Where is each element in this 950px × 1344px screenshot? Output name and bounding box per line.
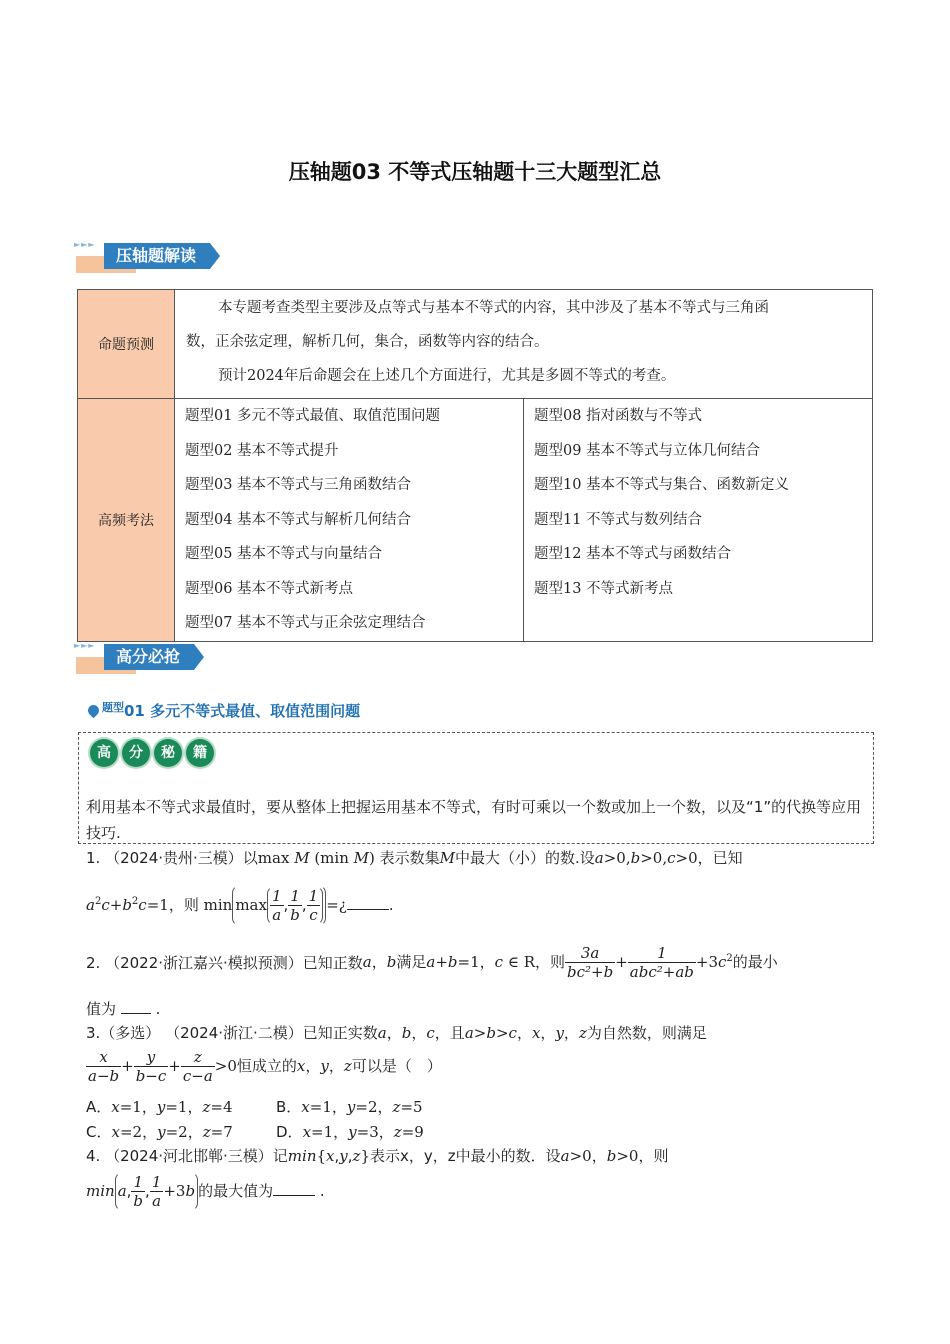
tip-badge: 分 bbox=[122, 739, 150, 767]
section-tag: 题型 bbox=[102, 701, 124, 714]
info-table bbox=[77, 289, 873, 642]
types-right bbox=[524, 399, 873, 642]
question-4-line-2: min a, $\frac{1}{b}$ , $\frac{1}{a}$ +3b 的最大值为 . bbox=[86, 1173, 325, 1210]
type-item: 题型13 不等式新考点 bbox=[534, 580, 674, 597]
type-item: 题型12 基本不等式与函数结合 bbox=[534, 546, 732, 562]
type-item: 题型10 基本不等式与集合、函数新定义 bbox=[534, 477, 790, 493]
row-head-frequent: 高频考法 bbox=[78, 399, 175, 642]
option-B[interactable]: B．x=1，y=2，z=5 bbox=[276, 1098, 423, 1116]
option-A[interactable]: A．x=1，y=1，z=4 bbox=[86, 1098, 233, 1116]
section-title: 01 多元不等式最值、取值范围问题 bbox=[124, 702, 361, 720]
type-item: 题型07 基本不等式与正余弦定理结合 bbox=[185, 615, 426, 631]
type-item: 题型08 指对函数与不等式 bbox=[534, 408, 703, 424]
question-3-line-2: $\frac{x}{a-b}$ + $\frac{y}{b-c}$ + $\frac{z}{c-a}$ >0恒成立的x，y，z可以是（ ） bbox=[88, 1048, 442, 1085]
arrow-decoration-icon: ►►► bbox=[74, 641, 96, 650]
tip-badge: 秘 bbox=[154, 739, 182, 767]
page-title: 压轴题03 不等式压轴题十三大题型汇总 bbox=[288, 160, 662, 184]
types-left bbox=[175, 399, 524, 642]
question-2-line-1: 2. （2022·浙江嘉兴·模拟预测）已知正数a，b满足a+b=1，c ∈ R，则 $\frac{3a}{\text{bc²+b}}$ + $\frac{1}{\text{abc²+ab}}$ $+3c^2$的最小 bbox=[86, 944, 778, 981]
question-3-line-1: 3.（多选） （2024·浙江·二模）已知正实数a，b，c，且a>b>c，x，y，z为自然数，则满足 bbox=[86, 1024, 707, 1042]
pin-icon bbox=[86, 703, 102, 719]
answer-blank[interactable] bbox=[121, 1013, 151, 1014]
banner-label: 压轴题解读 bbox=[104, 243, 210, 269]
section-heading bbox=[88, 699, 360, 721]
tip-badge: 籍 bbox=[186, 739, 214, 767]
prediction-text-1: 本专题考查类型主要涉及点等式与基本不等式的内容，其中涉及了基本不等式与三角函 bbox=[218, 300, 769, 316]
answer-blank[interactable] bbox=[273, 1195, 315, 1196]
type-item: 题型05 基本不等式与向量结合 bbox=[185, 546, 383, 562]
type-item: 题型11 不等式与数列结合 bbox=[534, 511, 703, 528]
option-C[interactable]: C．x=2，y=2，z=7 bbox=[86, 1123, 233, 1141]
type-item: 题型09 基本不等式与立体几何结合 bbox=[534, 442, 761, 459]
type-item: 题型02 基本不等式提升 bbox=[185, 442, 339, 459]
type-item: 题型01 多元不等式最值、取值范围问题 bbox=[185, 408, 441, 424]
option-D[interactable]: D．x=1，y=3，z=9 bbox=[276, 1123, 424, 1141]
answer-blank[interactable] bbox=[347, 909, 389, 910]
type-item: 题型04 基本不等式与解析几何结合 bbox=[185, 511, 412, 528]
prediction-text-2: 数，正余弦定理，解析几何，集合，函数等内容的结合。 bbox=[186, 334, 549, 350]
arrow-decoration-icon: ►►► bbox=[74, 240, 96, 249]
tip-badge: 高 bbox=[90, 739, 118, 767]
row-head-prediction: 命题预测 bbox=[78, 290, 175, 399]
question-4-line-1: 4. （2024·河北邯郸·三模）记min{x,y,z}表示x，y，z中最小的数．设a>0，b>0，则 bbox=[86, 1147, 669, 1165]
banner-interpretation bbox=[74, 240, 226, 273]
question-2-line-2: 值为 . bbox=[86, 1000, 161, 1018]
tip-text: 利用基本不等式求最值时，要从整体上把握运用基本不等式，有时可乘以一个数或加上一个数，以及“1”的代换等应用技巧. bbox=[86, 798, 862, 842]
banner-must-score bbox=[74, 641, 216, 674]
type-item: 题型03 基本不等式与三角函数结合 bbox=[185, 477, 412, 493]
prediction-cell bbox=[175, 290, 873, 399]
type-item: 题型06 基本不等式新考点 bbox=[185, 580, 354, 597]
question-1-line-1: 1. （2024·贵州·三模）以max M (min M) 表示数集M中最大（小）的数.设a>0,b>0,c>0，已知 bbox=[86, 849, 743, 867]
banner-label: 高分必抢 bbox=[104, 644, 194, 670]
tip-badges bbox=[90, 739, 218, 767]
question-1-line-2: $a^2c+b^2c=1$，则 min max $\frac{1}{a}$ , $\frac{1}{b}$ , $\frac{1}{c}$ =¿ . bbox=[86, 887, 394, 924]
prediction-text-3: 预计2024年后命题会在上述几个方面进行，尤其是多圆不等式的考查。 bbox=[218, 368, 676, 384]
